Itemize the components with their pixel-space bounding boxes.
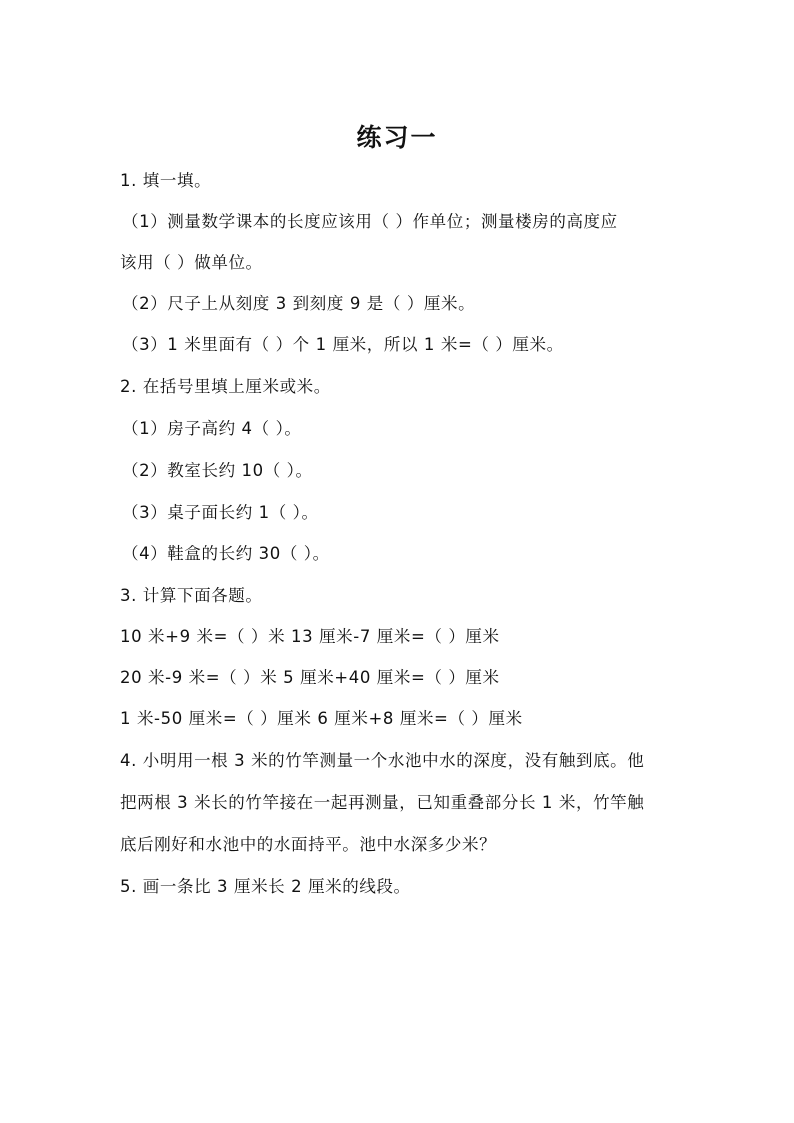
question-3-row-2: 20 米-9 米=（ ）米 5 厘米+40 厘米=（ ）厘米 xyxy=(120,668,500,687)
question-4-line-1: 4. 小明用一根 3 米的竹竿测量一个水池中水的深度，没有触到底。他 xyxy=(120,751,645,770)
question-4-line-3: 底后刚好和水池中的水面持平。池中水深多少米？ xyxy=(120,835,497,854)
question-3-row-1: 10 米+9 米=（ ）米 13 厘米-7 厘米=（ ）厘米 xyxy=(120,627,500,646)
question-4-line-2: 把两根 3 米长的竹竿接在一起再测量，已知重叠部分长 1 米，竹竿触 xyxy=(120,793,645,812)
question-3-heading: 3. 计算下面各题。 xyxy=(120,586,263,605)
question-1-item-1-line-2: 该用（ ）做单位。 xyxy=(120,253,263,272)
question-1-item-1-line-1: （1）测量数学课本的长度应该用（ ）作单位；测量楼房的高度应 xyxy=(122,212,618,231)
page-title: 练习一 xyxy=(356,123,438,152)
question-5: 5. 画一条比 3 厘米长 2 厘米的线段。 xyxy=(120,877,411,896)
question-2-heading: 2. 在括号里填上厘米或米。 xyxy=(120,377,331,396)
question-2-item-1: （1）房子高约 4（ ）。 xyxy=(122,419,302,438)
question-2-item-2: （2）教室长约 10（ ）。 xyxy=(122,461,313,480)
question-1-heading: 1. 填一填。 xyxy=(120,171,212,190)
question-3-row-3: 1 米-50 厘米=（ ）厘米 6 厘米+8 厘米=（ ）厘米 xyxy=(120,709,523,728)
question-2-item-3: （3）桌子面长约 1（ ）。 xyxy=(122,503,319,522)
question-2-item-4: （4）鞋盒的长约 30（ ）。 xyxy=(122,544,330,563)
question-1-item-3: （3）1 米里面有（ ）个 1 厘米，所以 1 米=（ ）厘米。 xyxy=(122,335,564,354)
question-1-item-2: （2）尺子上从刻度 3 到刻度 9 是（ ）厘米。 xyxy=(122,294,476,313)
